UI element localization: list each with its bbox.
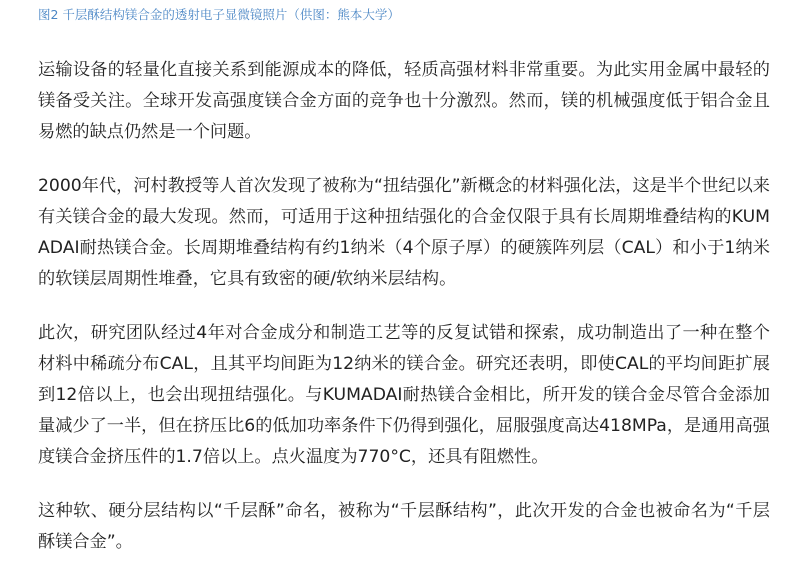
paragraph-2: 2000年代，河村教授等人首次发现了被称为“扭结强化”新概念的材料强化法，这是半个世纪以来有关镁合金的最大发现。然而，可适用于这种扭结强化的合金仅限于具有长周期堆叠结构的KUMADAI耐热镁合金。长周期堆叠结构有约1纳米（4个原子厚）的硬簇阵列层（CAL）和小于1纳米的软镁层周期性堆叠，它具有致密的硬/软纳米层结构。 — [38, 176, 770, 289]
paragraph-3: 此次，研究团队经过4年对合金成分和制造工艺等的反复试错和探索，成功制造出了一种在整个材料中稀疏分布CAL，且其平均间距为12纳米的镁合金。研究还表明，即使CAL的平均间距扩展到12倍以上，也会出现扭结强化。与KUMADAI耐热镁合金相比，所开发的镁合金尽管合金添加量减少了一半，但在挤压比6的低加功率条件下仍得到强化，屈服强度高达418MPa，是通用高强度镁合金挤压件的1.7倍以上。点火温度为770°C，还具有阻燃性。 — [38, 323, 770, 467]
paragraph-1: 运输设备的轻量化直接关系到能源成本的降低，轻质高强材料非常重要。为此实用金属中最轻的镁备受关注。全球开发高强度镁合金方面的竞争也十分激烈。然而，镁的机械强度低于铝合金且易燃的缺点仍然是一个问题。 — [38, 60, 770, 142]
article-body — [38, 55, 770, 581]
figure-caption: 图2 千层酥结构镁合金的透射电子显微镜照片（供图：熊本大学） — [38, 7, 400, 22]
paragraph-4: 这种软、硬分层结构以“千层酥”命名，被称为“千层酥结构”，此次开发的合金也被命名为“千层酥镁合金”。 — [38, 501, 770, 552]
